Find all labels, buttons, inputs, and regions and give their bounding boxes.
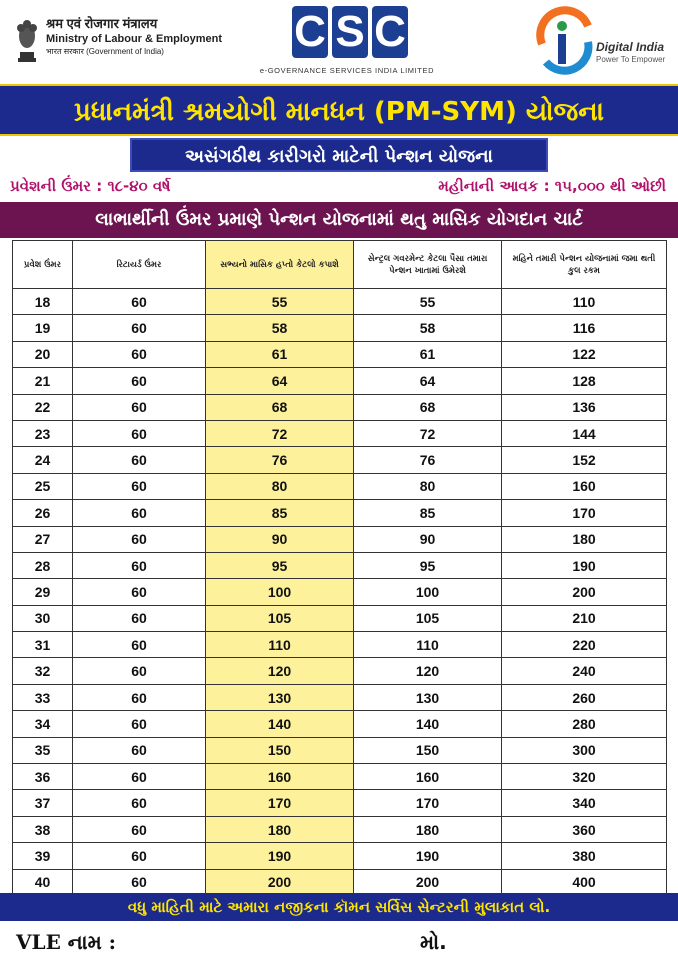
cell-government-contribution: 90 xyxy=(354,526,502,552)
cell-retirement-age: 60 xyxy=(73,711,206,737)
cell-government-contribution: 95 xyxy=(354,552,502,578)
cell-retirement-age: 60 xyxy=(73,368,206,394)
cell-entry-age: 29 xyxy=(13,579,73,605)
csc-letter: C xyxy=(372,6,408,58)
cell-retirement-age: 60 xyxy=(73,684,206,710)
cell-total-monthly: 320 xyxy=(502,764,667,790)
cell-total-monthly: 180 xyxy=(502,526,667,552)
cell-government-contribution: 100 xyxy=(354,579,502,605)
cell-entry-age: 34 xyxy=(13,711,73,737)
cell-member-contribution: 100 xyxy=(206,579,354,605)
cell-entry-age: 26 xyxy=(13,500,73,526)
cell-entry-age: 37 xyxy=(13,790,73,816)
cell-member-contribution: 130 xyxy=(206,684,354,710)
cell-total-monthly: 144 xyxy=(502,420,667,446)
cell-government-contribution: 140 xyxy=(354,711,502,737)
cell-retirement-age: 60 xyxy=(73,816,206,842)
eligibility-row xyxy=(0,174,678,200)
cell-entry-age: 27 xyxy=(13,526,73,552)
cell-entry-age: 20 xyxy=(13,341,73,367)
cell-entry-age: 21 xyxy=(13,368,73,394)
cell-retirement-age: 60 xyxy=(73,315,206,341)
cell-total-monthly: 170 xyxy=(502,500,667,526)
table-row xyxy=(13,315,667,341)
cell-entry-age: 38 xyxy=(13,816,73,842)
cell-total-monthly: 136 xyxy=(502,394,667,420)
column-header-member-contribution: સભ્યનો માસિક હપ્તો કેટલો કપાશે xyxy=(206,241,354,289)
cell-government-contribution: 130 xyxy=(354,684,502,710)
table-row xyxy=(13,684,667,710)
cell-member-contribution: 200 xyxy=(206,869,354,895)
cell-government-contribution: 160 xyxy=(354,764,502,790)
cell-retirement-age: 60 xyxy=(73,737,206,763)
cell-total-monthly: 210 xyxy=(502,605,667,631)
cell-member-contribution: 72 xyxy=(206,420,354,446)
digital-india-tagline: Power To Empower xyxy=(596,55,666,64)
logo-bar xyxy=(0,0,678,82)
table-row xyxy=(13,843,667,869)
ministry-english-name: Ministry of Labour & Employment xyxy=(46,33,223,45)
cell-member-contribution: 68 xyxy=(206,394,354,420)
table-row xyxy=(13,658,667,684)
cell-government-contribution: 85 xyxy=(354,500,502,526)
cell-retirement-age: 60 xyxy=(73,764,206,790)
cell-member-contribution: 55 xyxy=(206,289,354,315)
cell-member-contribution: 120 xyxy=(206,658,354,684)
cell-retirement-age: 60 xyxy=(73,341,206,367)
cell-member-contribution: 150 xyxy=(206,737,354,763)
cell-total-monthly: 122 xyxy=(502,341,667,367)
cell-entry-age: 25 xyxy=(13,473,73,499)
cell-total-monthly: 160 xyxy=(502,473,667,499)
cell-member-contribution: 61 xyxy=(206,341,354,367)
cell-entry-age: 32 xyxy=(13,658,73,684)
cell-government-contribution: 200 xyxy=(354,869,502,895)
table-row xyxy=(13,526,667,552)
cell-member-contribution: 110 xyxy=(206,632,354,658)
csc-letter: S xyxy=(332,6,368,58)
table-row xyxy=(13,764,667,790)
scheme-title: પ્રધાનમંત્રી શ્રમયોગી માનધન (PM-SYM) યોજના xyxy=(0,84,678,136)
cell-government-contribution: 68 xyxy=(354,394,502,420)
scheme-subtitle: અસંગઠીથ કારીગરો માટેની પેન્શન યોજના xyxy=(130,138,548,172)
cell-total-monthly: 110 xyxy=(502,289,667,315)
mobile-label: મો. xyxy=(420,930,447,954)
cell-total-monthly: 190 xyxy=(502,552,667,578)
column-header-retirement-age: રિટાયર્ડ ઉંમર xyxy=(73,241,206,289)
cell-total-monthly: 152 xyxy=(502,447,667,473)
cell-retirement-age: 60 xyxy=(73,869,206,895)
cell-entry-age: 19 xyxy=(13,315,73,341)
table-row xyxy=(13,816,667,842)
digital-india-icon xyxy=(532,6,594,76)
table-row xyxy=(13,289,667,315)
digital-india-name: Digital India xyxy=(596,40,665,54)
contribution-table xyxy=(12,240,667,896)
cell-retirement-age: 60 xyxy=(73,289,206,315)
contribution-chart-title: લાભાર્થીની ઉંમર પ્રમાણે પેન્શન યોજનામાં થતુ માસિક યોગદાન ચાર્ટ xyxy=(0,202,678,238)
cell-retirement-age: 60 xyxy=(73,526,206,552)
cell-total-monthly: 116 xyxy=(502,315,667,341)
cell-entry-age: 28 xyxy=(13,552,73,578)
cell-total-monthly: 340 xyxy=(502,790,667,816)
cell-government-contribution: 110 xyxy=(354,632,502,658)
cell-retirement-age: 60 xyxy=(73,552,206,578)
table-row xyxy=(13,579,667,605)
table-header-row xyxy=(13,241,667,289)
cell-entry-age: 24 xyxy=(13,447,73,473)
cell-government-contribution: 80 xyxy=(354,473,502,499)
cell-total-monthly: 240 xyxy=(502,658,667,684)
table-body xyxy=(13,289,667,896)
cell-entry-age: 18 xyxy=(13,289,73,315)
cell-retirement-age: 60 xyxy=(73,420,206,446)
cell-total-monthly: 380 xyxy=(502,843,667,869)
cell-entry-age: 31 xyxy=(13,632,73,658)
cell-entry-age: 36 xyxy=(13,764,73,790)
table-row xyxy=(13,473,667,499)
column-header-total-monthly: મહિને તમારી પેન્શન યોજનામાં જમા થતી કુલ રકમ xyxy=(502,241,667,289)
csc-letter: C xyxy=(292,6,328,58)
footer-note: વધુ માહિતી માટે અમારા નજીકના કૉમન સર્વિસ સેન્ટરની મુલાકાત લો. xyxy=(0,893,678,921)
table-row xyxy=(13,341,667,367)
ministry-logo xyxy=(12,14,222,66)
column-header-entry-age: પ્રવેશ ઉંમર xyxy=(13,241,73,289)
cell-government-contribution: 55 xyxy=(354,289,502,315)
cell-retirement-age: 60 xyxy=(73,473,206,499)
cell-entry-age: 35 xyxy=(13,737,73,763)
cell-retirement-age: 60 xyxy=(73,605,206,631)
cell-member-contribution: 170 xyxy=(206,790,354,816)
cell-member-contribution: 64 xyxy=(206,368,354,394)
cell-entry-age: 22 xyxy=(13,394,73,420)
cell-member-contribution: 80 xyxy=(206,473,354,499)
table-row xyxy=(13,632,667,658)
cell-government-contribution: 170 xyxy=(354,790,502,816)
cell-member-contribution: 105 xyxy=(206,605,354,631)
cell-entry-age: 39 xyxy=(13,843,73,869)
cell-total-monthly: 128 xyxy=(502,368,667,394)
entry-age-label: પ્રવેશની ઉંમર : ૧૮-૪૦ વર્ષ xyxy=(10,177,171,195)
vle-row xyxy=(0,924,678,960)
table-row xyxy=(13,420,667,446)
table-row xyxy=(13,447,667,473)
table-row xyxy=(13,737,667,763)
cell-member-contribution: 190 xyxy=(206,843,354,869)
cell-retirement-age: 60 xyxy=(73,447,206,473)
table-row xyxy=(13,711,667,737)
cell-government-contribution: 64 xyxy=(354,368,502,394)
table-row xyxy=(13,552,667,578)
cell-government-contribution: 180 xyxy=(354,816,502,842)
cell-member-contribution: 140 xyxy=(206,711,354,737)
cell-retirement-age: 60 xyxy=(73,500,206,526)
cell-government-contribution: 190 xyxy=(354,843,502,869)
cell-member-contribution: 58 xyxy=(206,315,354,341)
cell-government-contribution: 76 xyxy=(354,447,502,473)
cell-total-monthly: 220 xyxy=(502,632,667,658)
csc-subtitle: e-GOVERNANCE SERVICES INDIA LIMITED xyxy=(259,66,435,75)
cell-government-contribution: 150 xyxy=(354,737,502,763)
cell-retirement-age: 60 xyxy=(73,790,206,816)
cell-retirement-age: 60 xyxy=(73,632,206,658)
cell-member-contribution: 180 xyxy=(206,816,354,842)
cell-member-contribution: 160 xyxy=(206,764,354,790)
cell-government-contribution: 61 xyxy=(354,341,502,367)
table-row xyxy=(13,500,667,526)
cell-government-contribution: 58 xyxy=(354,315,502,341)
vle-name-label: VLE નામ : xyxy=(16,930,117,954)
cell-member-contribution: 90 xyxy=(206,526,354,552)
ministry-hindi-name: श्रम एवं रोजगार मंत्रालय xyxy=(46,16,158,31)
cell-entry-age: 30 xyxy=(13,605,73,631)
cell-member-contribution: 85 xyxy=(206,500,354,526)
table-row xyxy=(13,605,667,631)
government-of-india-label: भारत सरकार (Government of India) xyxy=(46,47,164,56)
cell-retirement-age: 60 xyxy=(73,579,206,605)
ashoka-emblem-icon xyxy=(12,14,42,64)
cell-retirement-age: 60 xyxy=(73,843,206,869)
column-header-government-contribution: સેન્ટ્રલ ગવરમેન્ટ કેટલા પૈસા તમારા પેન્શન ખાતામાં ઉમેરશે xyxy=(354,241,502,289)
cell-entry-age: 23 xyxy=(13,420,73,446)
cell-government-contribution: 105 xyxy=(354,605,502,631)
cell-total-monthly: 260 xyxy=(502,684,667,710)
monthly-income-label: મહીનાની આવક : ૧૫,૦૦૦ થી ઓછી xyxy=(438,177,666,195)
cell-government-contribution: 120 xyxy=(354,658,502,684)
csc-logo xyxy=(252,6,442,78)
cell-member-contribution: 76 xyxy=(206,447,354,473)
cell-total-monthly: 300 xyxy=(502,737,667,763)
cell-total-monthly: 360 xyxy=(502,816,667,842)
table-row xyxy=(13,790,667,816)
table-row xyxy=(13,869,667,895)
table-row xyxy=(13,394,667,420)
cell-retirement-age: 60 xyxy=(73,658,206,684)
cell-entry-age: 33 xyxy=(13,684,73,710)
cell-entry-age: 40 xyxy=(13,869,73,895)
cell-total-monthly: 280 xyxy=(502,711,667,737)
cell-total-monthly: 400 xyxy=(502,869,667,895)
cell-member-contribution: 95 xyxy=(206,552,354,578)
table-row xyxy=(13,368,667,394)
digital-india-logo xyxy=(532,6,672,78)
cell-total-monthly: 200 xyxy=(502,579,667,605)
cell-retirement-age: 60 xyxy=(73,394,206,420)
cell-government-contribution: 72 xyxy=(354,420,502,446)
